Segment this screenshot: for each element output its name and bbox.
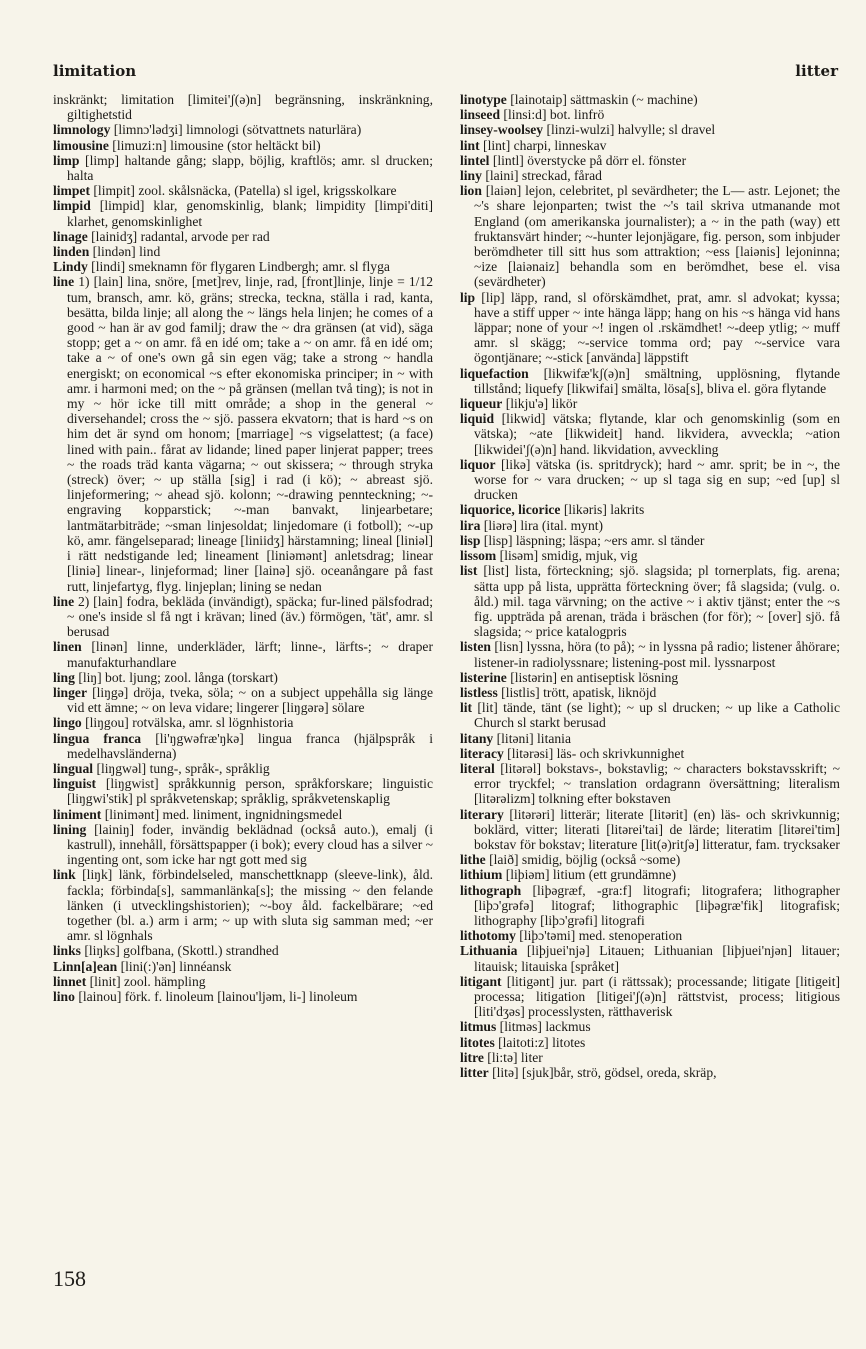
entry-headword: listerine [460,669,507,685]
dictionary-entry [460,974,840,1020]
entry-headword: lissom [460,548,497,564]
entry-definition: [limpit] zool. skålsnäcka, (Patella) sl igel, krigsskolkare [90,183,397,199]
dictionary-entry [460,700,840,730]
entry-definition: [likju'ə] likör [502,396,578,412]
dictionary-entry [460,290,840,366]
entry-definition: [lini(:)'ən] linnéansk [117,958,232,974]
entry-definition: [linit] zool. hämpling [86,973,206,989]
dictionary-entry [53,122,433,137]
entry-definition: [lisp] läspning; läspa; ~ers amr. sl tänder [480,532,705,548]
entry-definition: [lainotaip] sättmaskin (~ machine) [506,92,698,107]
entry-headword: litre [460,1049,484,1065]
entry-definition: [lainidʒ] radantal, arvode per rad [87,228,270,244]
entry-definition: [linsi:d] bot. linfrö [500,107,605,123]
dictionary-entry [53,259,433,274]
dictionary-entry [460,1035,840,1050]
dictionary-entry [53,670,433,685]
right-column [460,92,840,1080]
entry-headword: lint [460,137,480,153]
dictionary-entry [460,396,840,411]
dictionary-entry [53,229,433,244]
entry-headword: liquor [460,456,496,472]
entry-headword: litotes [460,1034,495,1050]
dictionary-entry [460,366,840,396]
entry-headword: listen [460,639,491,655]
dictionary-entry [53,943,433,958]
dictionary-entry [53,807,433,822]
entry-definition: [litəni] litania [493,730,571,746]
entry-headword: liquefaction [460,365,529,381]
dictionary-entry [53,715,433,730]
page-number: 158 [53,1266,86,1291]
entry-definition: [lindi] smeknamn för flygaren Lindbergh; amr. sl flyga [87,259,390,275]
entry-definition: [litməs] lackmus [496,1019,591,1035]
dictionary-entry [53,594,433,640]
dictionary-entry [53,198,433,228]
entry-definition: [lisn] lyssna, höra (to på); ~ in lyssna på radio; listener åhörare; listener-in radiolyssnare; listening-post mil. lyssnarpost [474,639,840,670]
entry-headword: lithograph [460,882,522,898]
dictionary-entry [460,1019,840,1034]
entry-definition: [likəris] lakrits [560,502,645,518]
dictionary-entry [53,685,433,715]
entry-definition: [lainiŋ] foder, invändig beklädnad (också auto.), emalj (i kastrull), innehåll, försättspapper (i bok); every cloud has a silver ~ ingenting ont, som icke har ngt gott med sig [67,821,433,868]
entry-headword: limousine [53,137,109,153]
entry-definition: [liŋgwəl] tung-, språk-, språklig [93,760,270,776]
entry-definition: [limuzi:n] limousine (stor heltäckt bil) [108,137,321,153]
entry-definition: [li'ŋgwəfræ'ŋkə] lingua franca (hjälpspråk i medelhavsländerna) [67,730,433,761]
entry-definition: [limp] haltande gång; slapp, böjlig, kraftlös; amr. sl drucken; halta [67,152,433,184]
entry-definition: [lisəm] smidig, mjuk, vig [496,548,638,564]
entry-headword: limpet [53,183,90,199]
entry-headword: linden [53,244,90,260]
dictionary-entry [460,1050,840,1065]
entry-headword: liquorice, licorice [460,502,561,518]
entry-headword: linotype [460,92,507,107]
dictionary-entry [53,183,433,198]
header-right-guideword: litter [795,62,838,80]
dictionary-entry [53,138,433,153]
entry-headword: lino [53,988,75,1004]
dictionary-entry [53,989,433,1004]
dictionary-entry [53,274,433,593]
dictionary-entry [53,959,433,974]
dictionary-entry [460,731,840,746]
entry-definition: [likwifæ'kʃ(ə)n] smältning, upplösning, flytande tillstånd; liquefy [likwifai] smälta, lösa[s], bliva el. göra flytande [474,365,840,396]
dictionary-entry [460,639,840,669]
dictionary-entry [460,548,840,563]
entry-headword: lisp [460,532,481,548]
dictionary-entry [460,943,840,973]
dictionary-entry [53,974,433,989]
entry-definition: [litərəl] bokstavs-, bokstavlig; ~ characters bokstavsskrift; ~ error tryckfel; ~ translation ordagrann översättning; literalism [litərəlizm] tolkning efter bokstaven [474,760,840,807]
entry-headword: litany [460,730,494,746]
dictionary-entry [460,761,840,807]
entry-headword: linseed [460,107,501,123]
dictionary-entry [53,776,433,806]
entry-definition: [lintl] överstycke på dörr el. fönster [489,152,687,168]
dictionary-entry [460,867,840,882]
entry-definition: [linzi-wulzi] halvylle; sl dravel [543,122,716,138]
dictionary-entry [460,807,840,853]
dictionary-entry [460,138,840,153]
entry-definition: [liŋks] golfbana, (Skottl.) strandhed [80,943,279,959]
dictionary-entry [460,107,840,122]
entry-headword: linage [53,228,88,244]
entry-definition: [laitoti:z] litotes [494,1034,586,1050]
entry-definition: [likwid] vätska; flytande, klar och genomskinlig (som en vätska); ~ate [likwideit] hand. likvidera, avveckla; ~ation [likwidei'ʃ(ə)n] hand. likvidation, avveckling [474,411,840,457]
entry-headword: lingua franca [53,730,142,746]
entry-headword: literary [460,806,504,822]
entry-headword: listless [460,684,498,700]
dictionary-entry [53,92,433,122]
entry-headword: limp [53,152,80,168]
entry-definition: [laini] streckad, fårad [481,168,602,184]
dictionary-entry [460,518,840,533]
entry-definition: [liŋgwist] språkkunnig person, språkforskare; linguistic [liŋgwi'stik] pl språkvetenskap; språklig, språkvetenskaplig [67,776,433,807]
dictionary-entry [53,639,433,669]
dictionary-entry [460,411,840,457]
dictionary-entry [460,746,840,761]
entry-headword: lion [460,183,482,199]
dictionary-entry [460,1065,840,1080]
entry-headword: liquid [460,411,495,427]
entry-definition: [liŋ] bot. ljung; zool. långa (torskart) [74,669,278,685]
entry-headword: Lindy [53,259,88,275]
entry-definition: [liŋgə] dröja, tveka, söla; ~ on a subject uppehålla sig länge vid ett ämne; ~ on leva vidare; lingerer [liŋgərə] sölare [67,684,433,716]
entry-definition: [liþiəm] litium (ett grundämne) [502,867,676,883]
entry-definition: [lit] tände, tänt (se light); ~ up sl drucken; ~ up like a Catholic Church sl starkt berusad [472,700,840,731]
entry-headword: lithium [460,867,503,883]
header-left-guideword: limitation [53,62,137,80]
entry-headword: line [53,593,75,609]
entry-definition: [liərə] lira (ital. mynt) [480,517,604,533]
entry-headword: linsey-woolsey [460,122,544,138]
entry-definition: [limnɔ'lədʒi] limnologi (sötvattnets naturlära) [110,122,362,138]
entry-headword: linnet [53,973,87,989]
dictionary-entry [460,457,840,503]
dictionary-entry [53,761,433,776]
entry-definition: [liþɔ'təmi] med. stenoperation [515,928,683,944]
entry-definition: [litigənt] jur. part (i rättssak); processande; litigate [litigeit] processa; litigation [litigei'ʃ(ə)n] rättstvist, process; litigious [liti'dʒəs] processlysten, rätthaverisk [474,973,840,1020]
entry-headword: lira [460,517,481,533]
entry-definition: [lindən] lind [89,244,161,260]
entry-definition: [laiən] lejon, celebritet, pl sevärdheter; the L— astr. Lejonet; the ~'s share lejonparten; twist the ~'s tail skriva utmanande mot England (om amerikanska journalister); a ~ in the path (way) ett fruktansvärt hinder; ~-hunter lejonjägare, fig. person, som inbjuder berömdheter till sitt hus som attraktion; ~ess [laiənis] lejoninna; ~ize [laiənaiz] behandla som en berömdhet, bese el. visa (sevärdheter) [474,183,840,290]
entry-headword: litmus [460,1019,497,1035]
entry-headword: lithe [460,852,486,868]
entry-headword: lingual [53,760,94,776]
entry-definition: [limpid] klar, genomskinlig, blank; limpidity [limpi'diti] klarhet, genomskinlighet [67,198,433,229]
entry-definition: [litərəri] litterär; literate [litərit] (en) läs- och skrivkunnig; boklärd, vitter; literati [litərei'tai] de lärde; literatim [litərei'tim] bokstav för bokstav; literature [lit(ə)ritʃə] litteratur, fam. trycksaker [474,806,840,852]
entry-headword: ling [53,669,75,685]
entry-definition: [linimənt] med. liniment, ingnidningsmedel [101,806,343,822]
entry-definition: [litərəsi] läs- och skrivkunnighet [503,745,685,761]
entry-headword: lintel [460,152,490,168]
entry-headword: literacy [460,745,504,761]
dictionary-entry [53,244,433,259]
entry-definition: [lint] charpi, linneskav [479,137,607,153]
dictionary-entry [460,533,840,548]
entry-definition: [liŋk] länk, förbindelseled, manschettknapp (sleeve-link), åld. fackla; förbinda[s], sammanlänka[s]; the missing ~ den felande länken (i utvecklingshistorien); ~-boy åld. fackelbärare; ~ed together (bl. a.) arm i arm; ~ up with sluta sig samman med; ~er amr. sl lögnhals [67,867,433,944]
entry-headword: lip [460,289,476,305]
entry-headword: lining [53,821,87,837]
entry-definition: [listərin] en antiseptisk lösning [506,669,679,685]
entry-definition: [liŋgou] rotvälska, amr. sl lögnhistoria [81,715,294,731]
entry-definition: [liþjuei'njə] Litauen; Lithuanian [liþjuei'njən] litauer; litauisk; litauiska [språket] [474,943,840,974]
entry-headword: line [53,274,75,290]
entry-headword: liny [460,168,482,184]
entry-headword: lingo [53,715,82,731]
left-column [53,92,433,1004]
entry-headword: linger [53,684,87,700]
entry-headword: lithotomy [460,928,516,944]
entry-headword: limpid [53,198,91,214]
dictionary-entry [460,852,840,867]
entry-definition: [lainou] förk. f. linoleum [lainou'ljəm, li-] linoleum [74,988,358,1004]
entry-definition: [liþəgræf, -gra:f] litografi; litografera; lithographer [liþɔ'grəfə] litograf; lithographic [liþəgræ'fik] litografisk; lithography [liþɔ'grəfi] litografi [474,882,840,928]
dictionary-entry [460,502,840,517]
entry-headword: liqueur [460,396,503,412]
entry-headword: linen [53,639,82,655]
entry-definition: [list] lista, förteckning; sjö. slagsida; pl tornerplats, fig. arena; sätta upp på lista, upprätta förteckning över; få slagsida; (vulg. o. åld.) mil. taga värvning; on the active ~ i aktiv tjänst; enter the ~s fig. uppträda på arenan, träda i bräschen (for för); ~ [over] sjö. få slagsida; ~ price katalogpris [474,563,840,640]
entry-definition: [laið] smidig, böjlig (också ~some) [485,852,681,868]
dictionary-entry [460,168,840,183]
dictionary-entry [460,92,840,107]
entry-definition: [likə] vätska (is. spritdryck); hard ~ amr. sprit; be in ~, the worse for ~ vara drucken; ~ up sl taga sig en sup; ~ed [up] sl drucken [474,456,840,503]
entry-headword: lit [460,700,473,716]
entry-definition: [listlis] trött, apatisk, liknöjd [497,684,657,700]
entry-definition: [litə] [sjuk]bår, strö, gödsel, oreda, skräp, [488,1065,717,1080]
dictionary-entry [460,928,840,943]
dictionary-entry [460,183,840,289]
dictionary-entry [460,122,840,137]
entry-headword: liniment [53,806,102,822]
entry-definition: 1) [lain] lina, snöre, [met]rev, linje, rad, [front]linje, linje = 1/12 tum, bransch, amr. kö, gräns; strecka, teckna, ställa i rad, kanta, besätta, bilda linje; all along the ~ längs hela linjen; he comes of a good ~ han är av god familj; draw the ~ dra gränsen (at vid), säga stopp; get a ~ on amr. få en idé om; take a ~ on amr. få en idé om; take a ~ of one's own gå sin egen väg; take a strong ~ handla energiskt; on economical ~s efter ekonomiska principer; in ~ with amr. i harmoni med; on the ~ på gränsen (mellan två ting); is not in my ~ hör icke till mitt område; a shop in the general ~ diversehandel; cross the ~ sjö. passera ekvatorn; that is hard ~s on him det är synd om honom; [marriage] ~s vigselattest; (a face) lined with pain.. fårat av lidande; lined paper linjerat papper; trees ~ the roads träd kanta vägarna; ~ out skissera; ~ through stryka (streck) över; ~ up ställa [sig] i rad (i kö); ~ abreast sjö. linjeformering; ~ ahead sjö. kolonn; ~-drawing pennteckning; ~-engraving kopparstick; ~-man banvakt, linjearbetare; lantmätarbiträde; ~sman linjesoldat; linjedomare (i fotboll); ~-up kö, amr. fängelseparad; lineage [liniidʒ] härstamning; lineal [liniəl] i rätt nedstigande led; lineament [liniəmənt] anletsdrag; linear [liniə] linear-, linjeformad; liner [lainə] sjö. oceanångare på fast rutt, linjefartyg, flyg. linjeplan; lining se nedan [67,274,433,594]
entry-headword: limnology [53,122,111,138]
dictionary-entry [460,685,840,700]
dictionary-entry [53,867,433,943]
entry-headword: links [53,943,81,959]
entry-headword: litigant [460,973,502,989]
entry-definition: inskränkt; limitation [limitei'ʃ(ə)n] begränsning, inskränkning, giltighetstid [53,92,433,123]
dictionary-entry [53,822,433,868]
entry-definition: [linən] linne, underkläder, lärft; linne-, lärfts-; ~ draper manufakturhandlare [67,639,433,670]
entry-definition: [li:tə] liter [483,1049,543,1065]
dictionary-entry [53,153,433,183]
dictionary-entry [460,670,840,685]
dictionary-entry [460,883,840,929]
dictionary-entry [53,731,433,761]
entry-headword: linguist [53,776,97,792]
entry-headword: list [460,563,478,579]
entry-headword: litter [460,1065,489,1080]
entry-headword: link [53,867,76,883]
entry-definition: [lip] läpp, rand, sl oförskämdhet, prat, amr. sl advokat; kyssa; have a stiff upper ~ inte hänga läpp; hang on his ~s hänga vid hans läppar; none of your ~! ingen ol .rskämdhet! ~-deep ytlig; ~ muff amr. sl skägg; ~-service tomma ord; pay ~-service vara ögontjänare; ~-stick [använda] läppstift [474,289,840,366]
dictionary-entry [460,563,840,639]
entry-definition: 2) [lain] fodra, bekläda (invändigt), späcka; fur-lined pälsfodrad; ~ one's inside sl få ngt i krävan; lined (äv.) förmögen, 'tät', amr. sl berusad [67,593,433,640]
entry-headword: literal [460,760,495,776]
entry-headword: Lithuania [460,943,518,959]
dictionary-entry [460,153,840,168]
entry-headword: Linn[a]ean [53,958,118,974]
